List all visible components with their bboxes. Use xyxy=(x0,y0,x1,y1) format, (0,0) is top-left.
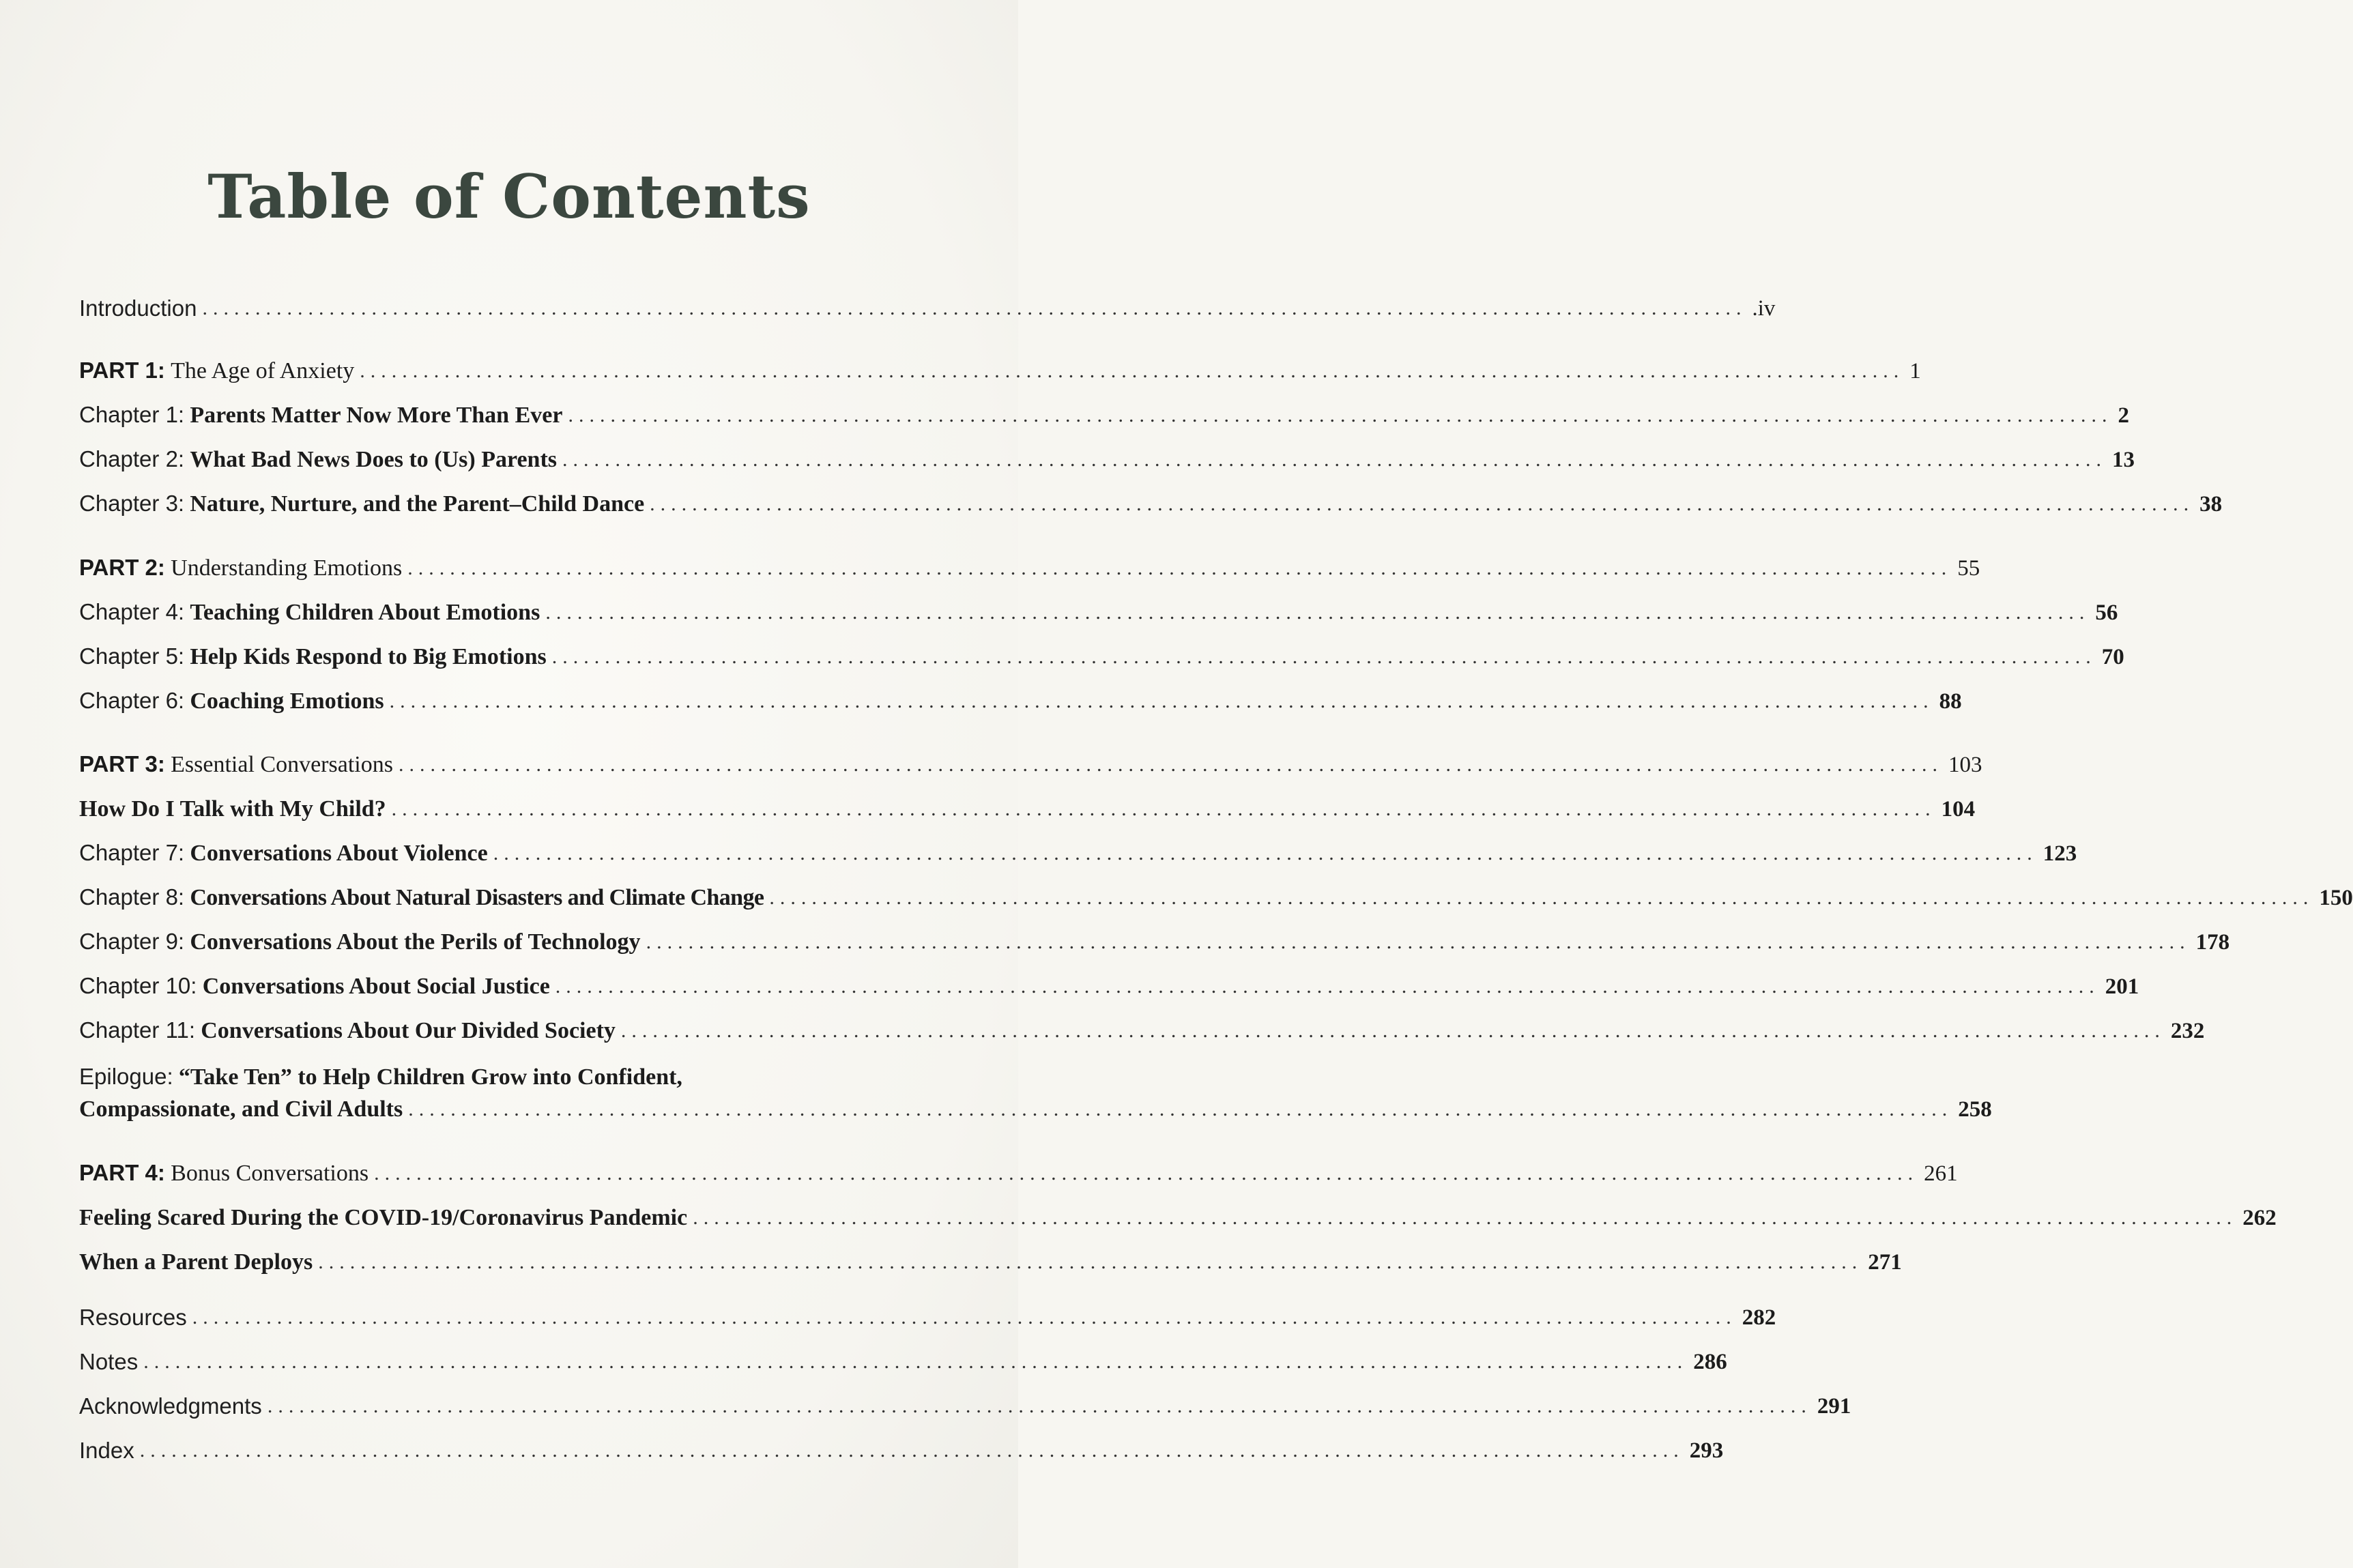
dot-leader: .................................................................................................................................................. xyxy=(493,842,2038,865)
page-number: 271 xyxy=(1868,1250,1902,1275)
page-number: 104 xyxy=(1941,797,1976,822)
entry-title: Bonus Conversations xyxy=(171,1161,369,1186)
dot-leader: .................................................................................................................................................. xyxy=(139,1439,1684,1462)
entry-title: What Bad News Does to (Us) Parents xyxy=(190,447,558,472)
toc-entry-epilogue[interactable] xyxy=(79,1084,1992,1124)
entry-title: Conversations About Social Justice xyxy=(202,974,550,999)
dot-leader: .................................................................................................................................................. xyxy=(545,601,2090,624)
page-number: 261 xyxy=(1924,1161,1958,1186)
dot-leader: .................................................................................................................................................. xyxy=(620,1019,2165,1042)
entry-title: Essential Conversations xyxy=(171,752,393,777)
chapter-label: Chapter 3: xyxy=(79,491,185,516)
toc-entry-chapter-4[interactable] xyxy=(79,587,2118,628)
entry-title: Feeling Scared During the COVID-19/Coronavirus Pandemic xyxy=(79,1205,688,1230)
chapter-label: Chapter 11: xyxy=(79,1017,195,1043)
dot-leader: .................................................................................................................................................. xyxy=(407,557,1952,579)
page-number: 1 xyxy=(1909,359,1921,383)
toc-entry-part-1[interactable] xyxy=(79,345,1921,386)
page-number: 262 xyxy=(2242,1206,2277,1230)
entry-label: Index xyxy=(79,1438,134,1463)
toc-entry-how-do-i-talk[interactable] xyxy=(79,783,1976,824)
toc-entry-chapter-3[interactable] xyxy=(79,478,2223,519)
toc-entry-part-2[interactable] xyxy=(79,542,1980,583)
page-number: .iv xyxy=(1752,296,1776,321)
dot-leader: .................................................................................................................................................. xyxy=(192,1306,1737,1329)
epilogue-label: Epilogue: xyxy=(79,1064,173,1089)
chapter-label: Chapter 2: xyxy=(79,446,185,471)
entry-title: Teaching Children About Emotions xyxy=(190,600,540,625)
chapter-label: Chapter 7: xyxy=(79,840,185,865)
dot-leader: .................................................................................................................................................. xyxy=(202,297,1747,319)
dot-leader: .................................................................................................................................................. xyxy=(267,1395,1812,1417)
dot-leader: .................................................................................................................................................. xyxy=(389,690,1934,712)
dot-leader: .................................................................................................................................................. xyxy=(408,1098,1953,1120)
dot-leader: .................................................................................................................................................. xyxy=(562,448,2107,471)
page-number: 178 xyxy=(2195,930,2230,955)
entry-title: When a Parent Deploys xyxy=(79,1249,313,1275)
toc-entry-chapter-1[interactable] xyxy=(79,390,2129,431)
toc-entry-chapter-9[interactable] xyxy=(79,916,2230,957)
page-number: 38 xyxy=(2199,492,2223,517)
entry-title: Help Kids Respond to Big Emotions xyxy=(190,644,547,669)
dot-leader: .................................................................................................................................................. xyxy=(568,404,2113,426)
dot-leader: .................................................................................................................................................. xyxy=(360,360,1905,382)
page-title: Table of Contents xyxy=(207,161,811,232)
toc-entry-chapter-8[interactable] xyxy=(79,872,2353,913)
page-number: 282 xyxy=(1742,1305,1776,1330)
dot-leader: .................................................................................................................................................. xyxy=(693,1206,2238,1229)
entry-title: Nature, Nurture, and the Parent–Child Dance xyxy=(190,491,645,517)
toc-entry-chapter-7[interactable] xyxy=(79,828,2077,869)
entry-title: “Take Ten” to Help Children Grow into Confident, xyxy=(178,1064,682,1090)
chapter-label: Chapter 1: xyxy=(79,402,185,427)
entry-label: Acknowledgments xyxy=(79,1393,262,1419)
toc-entry-chapter-11[interactable] xyxy=(79,1005,2205,1046)
toc-entry-chapter-2[interactable] xyxy=(79,434,2135,475)
page-number: 103 xyxy=(1948,753,1982,777)
page-number: 13 xyxy=(2112,448,2135,472)
part-label: PART 1: xyxy=(79,358,165,383)
entry-title-continued: Compassionate, and Civil Adults xyxy=(79,1097,403,1122)
entry-title: The Age of Anxiety xyxy=(171,358,355,383)
page-number: 55 xyxy=(1957,556,1980,581)
dot-leader: .................................................................................................................................................. xyxy=(551,645,2096,668)
dot-leader: .................................................................................................................................................. xyxy=(555,975,2100,998)
page-number: 56 xyxy=(2095,600,2118,625)
entry-title: Parents Matter Now More Than Ever xyxy=(190,403,563,428)
toc-entry-parent-deploys[interactable] xyxy=(79,1236,1902,1277)
chapter-label: Chapter 10: xyxy=(79,973,197,998)
dot-leader: .................................................................................................................................................. xyxy=(650,493,2195,515)
page-number: 70 xyxy=(2101,645,2124,669)
page-number: 258 xyxy=(1958,1097,1992,1122)
dot-leader: .................................................................................................................................................. xyxy=(398,753,1943,776)
page-number: 232 xyxy=(2170,1019,2205,1043)
toc-entry-covid[interactable] xyxy=(79,1192,2277,1233)
dot-leader: .................................................................................................................................................. xyxy=(374,1162,1919,1185)
page-number: 123 xyxy=(2042,841,2077,866)
part-label: PART 3: xyxy=(79,751,165,776)
page-number: 293 xyxy=(1689,1438,1724,1463)
entry-title: Conversations About the Perils of Technology xyxy=(190,929,641,955)
dot-leader: .................................................................................................................................................. xyxy=(646,931,2191,953)
part-label: PART 2: xyxy=(79,555,165,580)
toc-entry-resources[interactable] xyxy=(79,1292,1776,1333)
entry-label: Notes xyxy=(79,1349,139,1374)
chapter-label: Chapter 9: xyxy=(79,929,185,954)
toc-entry-part-4[interactable] xyxy=(79,1148,1958,1189)
toc-entry-chapter-10[interactable] xyxy=(79,961,2139,1002)
entry-title: Conversations About Natural Disasters and Climate Change xyxy=(190,885,764,910)
entry-title: Conversations About Violence xyxy=(190,841,488,866)
page-number: 286 xyxy=(1693,1350,1727,1374)
entry-label: Introduction xyxy=(79,295,197,321)
toc-entry-acknowledgments[interactable] xyxy=(79,1380,1851,1421)
dot-leader: .................................................................................................................................................. xyxy=(318,1251,1863,1273)
page-number: 88 xyxy=(1939,689,1962,714)
toc-entry-index[interactable] xyxy=(79,1425,1724,1466)
page-number: 291 xyxy=(1817,1394,1851,1419)
dot-leader: .................................................................................................................................................. xyxy=(143,1350,1688,1373)
entry-label: Resources xyxy=(79,1305,187,1330)
toc-entry-chapter-6[interactable] xyxy=(79,676,1962,716)
part-label: PART 4: xyxy=(79,1160,165,1185)
dot-leader: .................................................................................................................................................. xyxy=(391,798,1936,820)
toc-entry-introduction[interactable] xyxy=(79,282,1776,323)
page-number: 201 xyxy=(2105,974,2139,999)
dot-leader: .................................................................................................................................................. xyxy=(769,886,2314,909)
entry-title: How Do I Talk with My Child? xyxy=(79,796,386,822)
entry-title: Conversations About Our Divided Society xyxy=(201,1018,616,1043)
toc-entry-notes[interactable] xyxy=(79,1336,1727,1377)
chapter-label: Chapter 4: xyxy=(79,599,185,624)
toc-entry-chapter-5[interactable] xyxy=(79,631,2124,672)
chapter-label: Chapter 5: xyxy=(79,643,185,669)
entry-title: Understanding Emotions xyxy=(171,555,403,581)
chapter-label: Chapter 6: xyxy=(79,688,185,713)
chapter-label: Chapter 8: xyxy=(79,884,185,910)
page-number: 150 xyxy=(2319,886,2353,910)
toc-entry-part-3[interactable] xyxy=(79,739,1982,780)
page-number: 2 xyxy=(2118,403,2129,428)
entry-title: Coaching Emotions xyxy=(190,688,384,714)
